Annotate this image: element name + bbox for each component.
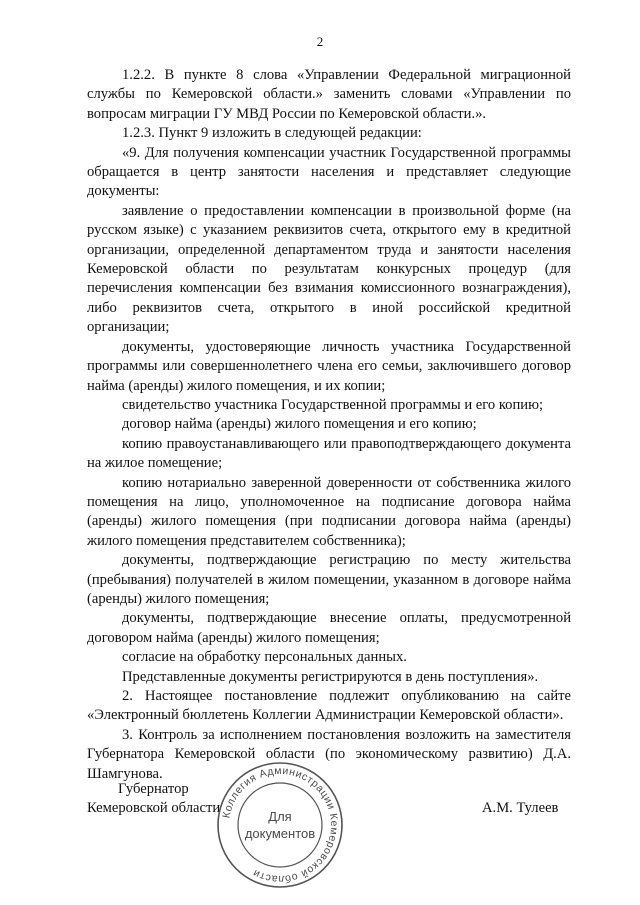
paragraph: 3. Контроль за исполнением постановления возложить на заместителя Губернатора Кемеровской области (по экономическому развитию) Д.А. Шамгунова. xyxy=(87,726,571,782)
stamp-outer-ring xyxy=(218,763,342,887)
paragraph: копию правоустанавливающего или правоподтверждающего документа на жилое помещение; xyxy=(87,435,571,472)
signer-name: А.М. Тулеев xyxy=(482,800,559,816)
signer-region: Кемеровской области xyxy=(87,800,221,816)
paragraph: Представленные документы регистрируются в день поступления». xyxy=(122,668,539,685)
paragraph: документы, удостоверяющие личность участника Государственной программы или совершеннолетнего члена его семьи, заключившего договор найма (аренды) жилого помещения, и их копии; xyxy=(87,338,571,394)
paragraph: заявление о предоставлении компенсации в произвольной форме (на русском языке) с указанием реквизитов счета, открытого ему в кредитной организации, определенной департаментом труда и занятости населения Кемеровской области по результатам конкурсных процедур (для перечисления компенсации без взимания комиссионного вознаграждения), либо реквизитов счета, открытого в иной российской кредитной организации; xyxy=(87,202,571,336)
paragraph: копию нотариально заверенной доверенности от собственника жилого помещения на лицо, уполномоченное на подписание договора найма (аренды) жилого помещения (при подписании договора найма (аренды) жилого помещения представителем собственника); xyxy=(87,474,571,549)
paragraph: 1.2.2. В пункте 8 слова «Управлении Федеральной миграционной службы по Кемеровской области.» заменить словами «Управлении по вопросам миграции ГУ МВД России по Кемеровской области.». xyxy=(87,67,571,122)
paragraph: документы, подтверждающие внесение оплаты, предусмотренной договором найма (аренды) жилого помещения; xyxy=(87,610,571,646)
stamp-center-line1: Для xyxy=(268,809,292,824)
stamp-center-line2: документов xyxy=(244,826,316,841)
page-number: 2 xyxy=(316,34,324,49)
official-stamp xyxy=(215,760,345,890)
paragraph: 2. Настоящее постановление подлежит опубликованию на сайте «Электронный бюллетень Коллегии Администрации Кемеровской области». xyxy=(87,688,571,724)
paragraph: «9. Для получения компенсации участник Государственной программы обращается в центр занятости населения и представляет следующие документы: xyxy=(87,144,571,200)
paragraph: согласие на обработку персональных данных. xyxy=(122,649,407,666)
stamp-ring-text: Коллегия Администрации Кемеровской области xyxy=(220,764,341,886)
paragraph: 1.2.3. Пункт 9 изложить в следующей редакции: xyxy=(122,125,422,142)
paragraph: свидетельство участника Государственной программы и его копию; xyxy=(122,396,544,413)
paragraph: документы, подтверждающие регистрацию по месту жительства (пребывания) получателей в жилом помещении, указанном в договоре найма (аренды) жилого помещения; xyxy=(87,552,571,607)
paragraph: договор найма (аренды) жилого помещения и его копию; xyxy=(122,416,477,433)
signer-title: Губернатор xyxy=(118,781,189,797)
stamp-inner-ring xyxy=(238,783,322,867)
